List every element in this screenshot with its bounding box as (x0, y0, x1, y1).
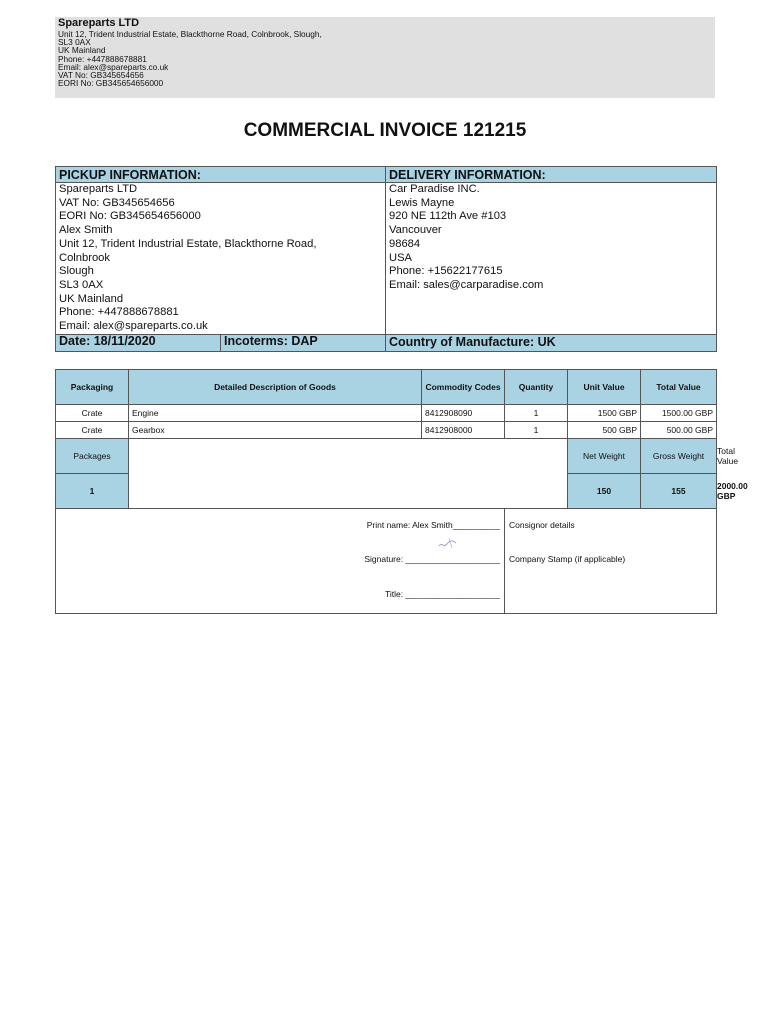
packages-value: 1 (56, 474, 129, 509)
company-header (55, 17, 715, 98)
pickup-line: UK Mainland (59, 292, 124, 305)
commodity-code-cell: 8412908000 (422, 422, 505, 439)
company-eori: EORI No: GB345654656000 (58, 78, 164, 89)
delivery-line: USA (389, 251, 413, 264)
total-value-cell: 500.00 GBP (641, 422, 717, 439)
col-header-description: Detailed Description of Goods (129, 370, 422, 405)
signature-field[interactable]: Signature: ____________________ (364, 554, 500, 564)
table-row (56, 405, 717, 422)
delivery-line: 98684 (389, 237, 421, 250)
consignor-details-label: Consignor details (509, 520, 575, 530)
invoice-title: COMMERCIAL INVOICE 121215 (243, 120, 527, 141)
col-header-packaging: Packaging (56, 370, 129, 405)
pickup-line: VAT No: GB345654656 (59, 196, 175, 209)
signature-scribble-icon (437, 535, 459, 551)
total-value-cell: 1500.00 GBP (641, 405, 717, 422)
company-email: Email: alex@spareparts.co.uk (58, 61, 169, 72)
table-row (56, 422, 717, 439)
pickup-header: PICKUP INFORMATION: (56, 167, 386, 183)
signature-section (56, 509, 505, 614)
gross-weight-label: Gross Weight (641, 439, 717, 474)
packaging-cell: Crate (56, 422, 129, 439)
delivery-line: Car Paradise INC. (389, 183, 480, 195)
summary-blank (129, 439, 568, 509)
description-cell: Engine (129, 405, 422, 422)
delivery-line: Lewis Mayne (389, 196, 455, 209)
consignor-section (505, 509, 717, 614)
date-incoterms-cell (56, 334, 386, 351)
gross-weight-value: 155 (641, 474, 717, 509)
company-phone: Phone: +447888678881 (58, 53, 147, 64)
company-vat: VAT No: GB345654656 (58, 70, 144, 81)
invoice-date: Date: 18/11/2020 (56, 335, 221, 351)
print-name-field[interactable]: Print name: Alex Smith__________ (366, 520, 500, 530)
commodity-code-cell: 8412908090 (422, 405, 505, 422)
col-header-unit-value: Unit Value (568, 370, 641, 405)
company-name: Spareparts LTD (58, 17, 140, 29)
net-weight-label: Net Weight (568, 439, 641, 474)
incoterms: Incoterms: DAP (224, 333, 318, 348)
net-weight-value: 150 (568, 474, 641, 509)
company-stamp-label: Company Stamp (if applicable) (509, 554, 626, 564)
unit-value-cell: 500 GBP (568, 422, 641, 439)
unit-value-cell: 1500 GBP (568, 405, 641, 422)
description-cell: Gearbox (129, 422, 422, 439)
pickup-line: Slough (59, 265, 94, 278)
col-header-commodity-codes: Commodity Codes (422, 370, 505, 405)
company-region: UK Mainland (58, 45, 106, 56)
packaging-cell: Crate (56, 405, 129, 422)
col-header-quantity: Quantity (505, 370, 568, 405)
company-postcode: SL3 0AX (58, 37, 91, 48)
country-of-manufacture: Country of Manufacture: UK (386, 334, 717, 351)
pickup-line: Unit 12, Trident Industrial Estate, Blackthorne Road, (59, 237, 317, 250)
packages-label: Packages (56, 439, 129, 474)
delivery-line: Email: sales@carparadise.com (389, 278, 544, 291)
company-address-line: Unit 12, Trident Industrial Estate, Blackthorne Road, Colnbrook, Slough, (58, 29, 322, 39)
pickup-details (56, 183, 386, 335)
delivery-line: Vancouver (389, 224, 442, 237)
pickup-line: SL3 0AX (59, 278, 104, 291)
pickup-line: Email: alex@spareparts.co.uk (59, 320, 208, 333)
pickup-line: Alex Smith (59, 224, 113, 237)
pickup-line: EORI No: GB345654656000 (59, 210, 201, 223)
pickup-line: Phone: +447888678881 (59, 306, 179, 319)
quantity-cell: 1 (505, 405, 568, 422)
delivery-line: Phone: +15622177615 (389, 265, 503, 278)
delivery-line: 920 NE 112th Ave #103 (389, 210, 507, 223)
delivery-header: DELIVERY INFORMATION: (386, 167, 717, 183)
quantity-cell: 1 (505, 422, 568, 439)
goods-table: Packaging Detailed Description of Goods Commodity Codes Quantity Unit Value Total Value Crate Engine 8412908090 1 1500 GBP 1500.00 GBP Crate Gearbox 8412908000 1 500 GBP 500.00 GBP Packages Net Weight Gross Weight Total Value 1 150 155 2000.00 GBP Print name: Alex Smith__________ Signature: ____________________ Title: ____________________ Consignor details Company Stamp (if applicable) (55, 369, 717, 614)
pickup-line: Spareparts LTD (59, 183, 138, 195)
delivery-details (386, 183, 717, 335)
address-table (55, 166, 717, 352)
pickup-line: Colnbrook (59, 251, 110, 264)
col-header-total-value: Total Value (641, 370, 717, 405)
title-field[interactable]: Title: ____________________ (384, 589, 500, 599)
